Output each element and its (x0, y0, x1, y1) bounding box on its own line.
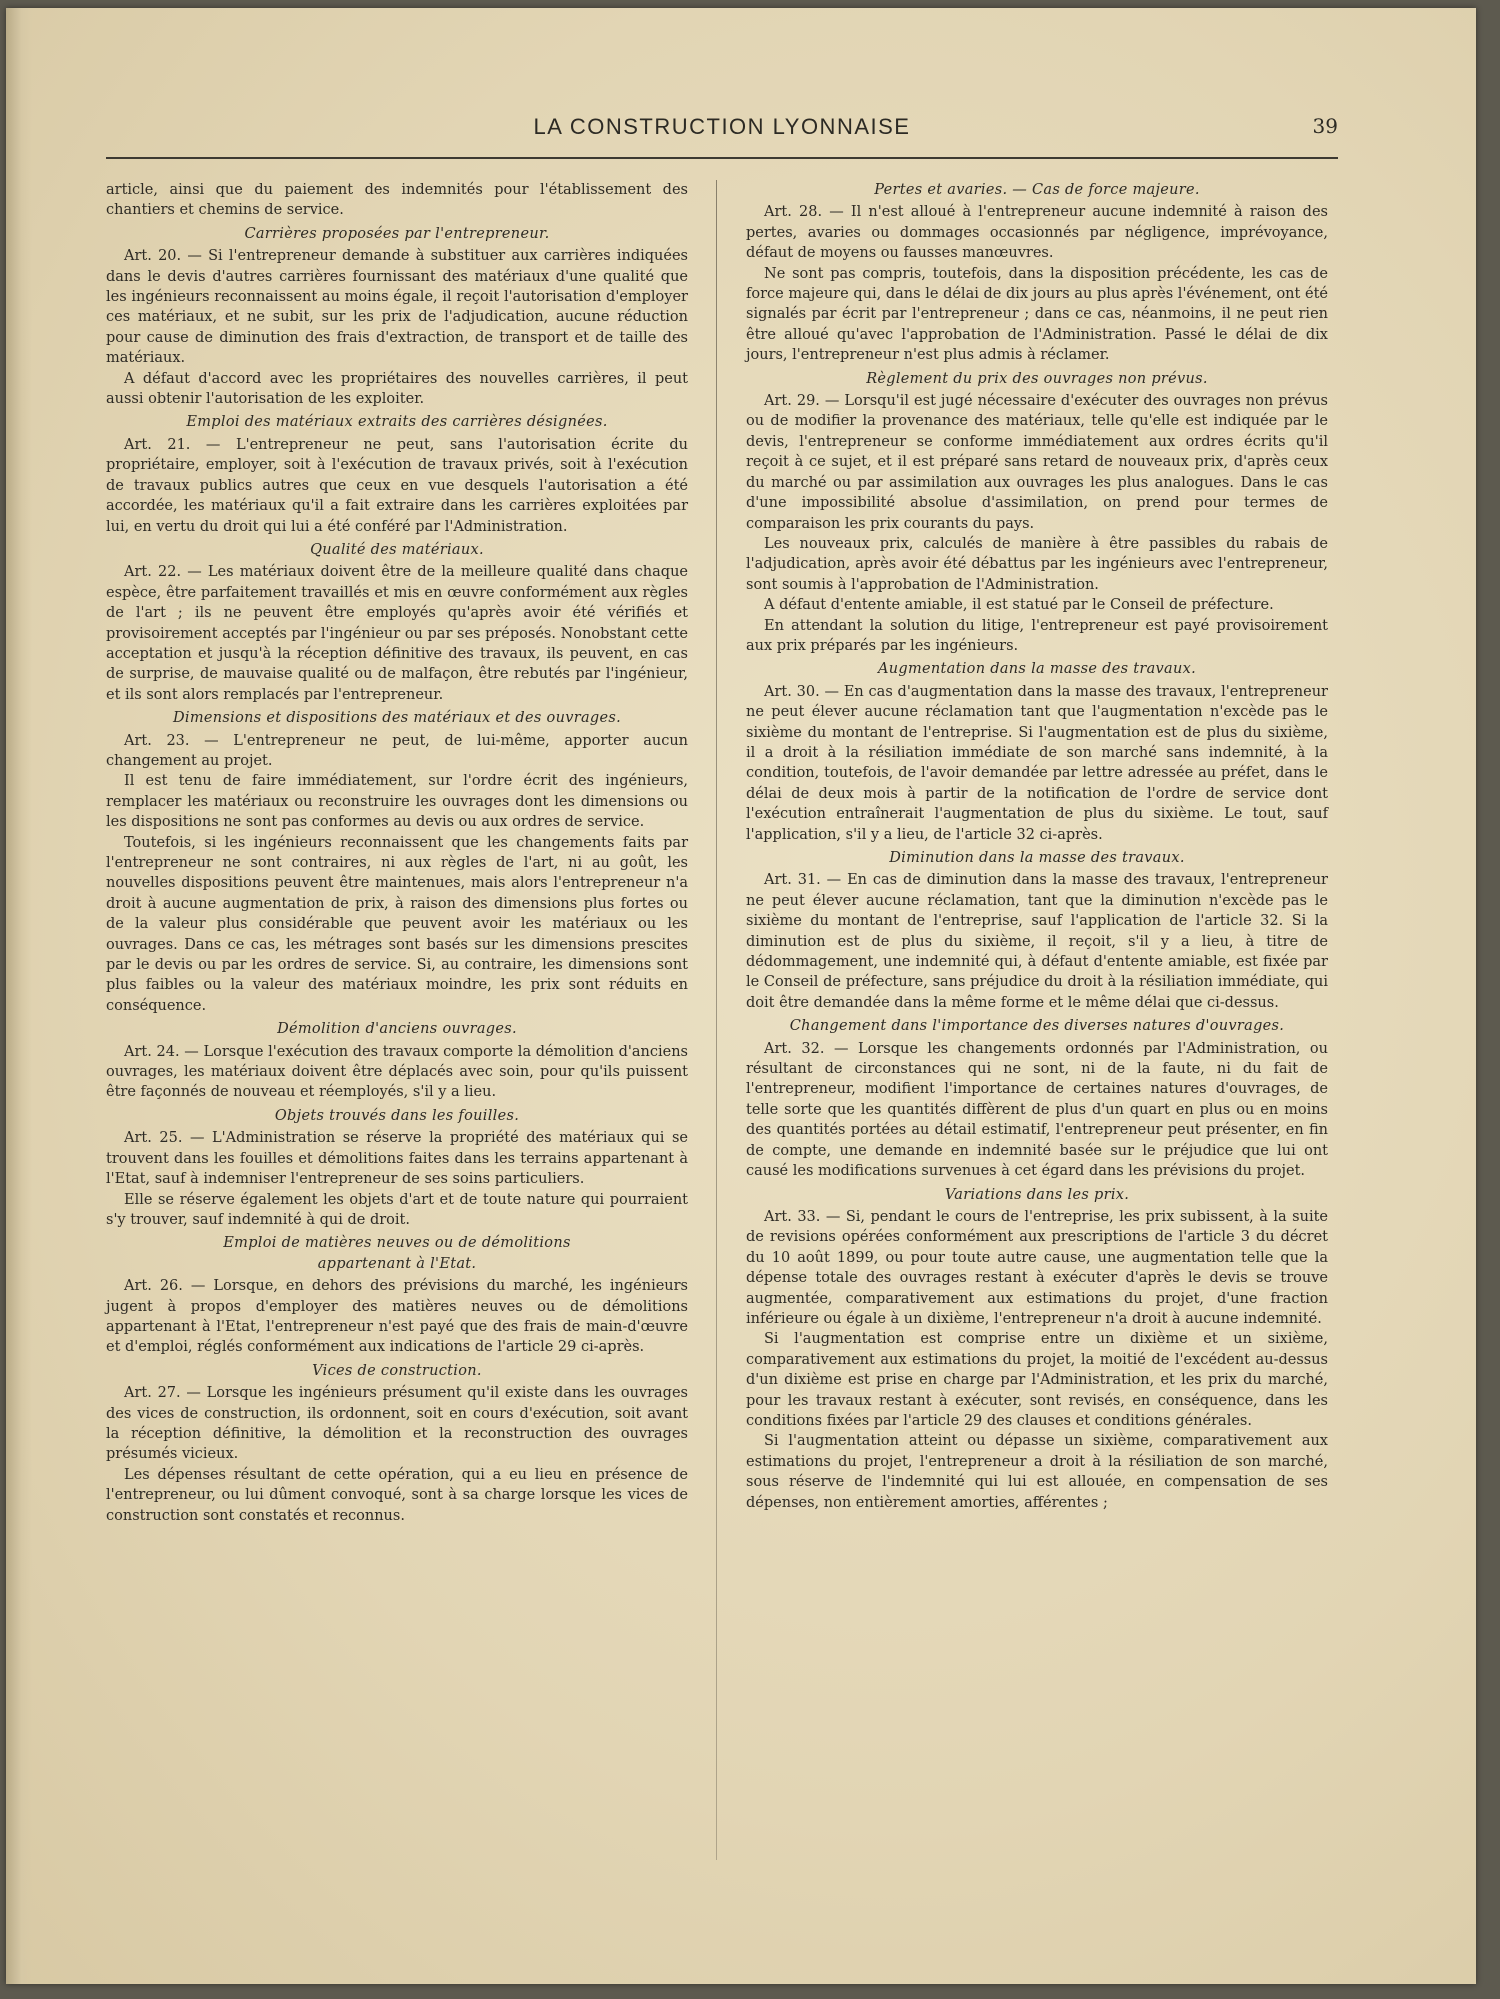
paragraph: Art. 23. — L'entrepreneur ne peut, de lui-même, apporter aucun changement au projet. (106, 732, 688, 769)
header-rule (106, 157, 1338, 159)
section-heading: Règlement du prix des ouvrages non prévus. (866, 370, 1208, 387)
section-heading: Carrières proposées par l'entrepreneur. (244, 225, 550, 242)
right-column (746, 180, 1328, 1513)
section-heading: Variations dans les prix. (944, 1186, 1130, 1203)
paragraph: Les dépenses résultant de cette opération, qui a eu lieu en présence de l'entrepreneur, ou lui dûment convoqué, sont à sa charge lorsque les vices de construction sont constatés et reconnus. (106, 1466, 688, 1524)
paragraph: En attendant la solution du litige, l'entrepreneur est payé provisoirement aux prix préparés par les ingénieurs. (746, 617, 1328, 654)
section-heading: Pertes et avaries. — Cas de force majeure. (874, 182, 1200, 198)
section-heading: Emploi de matières neuves ou de démolitions (223, 1235, 571, 1252)
section-heading: Emploi des matériaux extraits des carrières désignées. (186, 414, 608, 431)
section-heading: Dimensions et dispositions des matériaux et des ouvrages. (172, 710, 621, 727)
running-title: LA CONSTRUCTION LYONNAISE (533, 114, 911, 139)
page-binding-shadow (6, 8, 32, 1984)
paragraph: Art. 31. — En cas de diminution dans la masse des travaux, l'entrepreneur ne peut élever aucune réclamation, tant que la diminution n'excède pas le sixième du montant de l'entreprise, sauf l'application de l'article 32. Si la diminution est de plus du sixième, il reçoit, s'il y a lieu, à titre de dédommagement, une indemnité qui, à défaut d'entente amiable, est fixée par le Conseil de préfecture, sans préjudice du droit à la résiliation immédiate, qui doit être demandée dans la même forme et le même délai que ci-dessus. (746, 872, 1328, 1011)
page-number: 39 (1312, 114, 1338, 138)
column-divider (716, 180, 717, 1860)
paragraph: Il est tenu de faire immédiatement, sur l'ordre écrit des ingénieurs, remplacer les matériaux ou reconstruire les ouvrages dont les dimensions ou les dispositions ne sont pas conformes au devis ou aux ordres de service. (106, 773, 688, 831)
section-heading: Objets trouvés dans les fouilles. (274, 1107, 520, 1124)
paragraph: Si l'augmentation atteint ou dépasse un sixième, comparativement aux estimations du projet, l'entrepreneur a droit à la résiliation de son marché, sous réserve de l'indemnité qui lui est allouée, en compensation de ses dépenses, non entièrement amorties, afférentes ; (746, 1433, 1328, 1511)
paragraph: Elle se réserve également les objets d'art et de toute nature qui pourraient s'y trouver, sauf indemnité à qui de droit. (106, 1191, 688, 1228)
paragraph: A défaut d'entente amiable, il est statué par le Conseil de préfecture. (764, 597, 1274, 614)
page-header (106, 108, 1338, 148)
left-column (106, 180, 688, 1526)
section-heading: Changement dans l'importance des diverses natures d'ouvrages. (789, 1018, 1285, 1035)
section-heading: Vices de construction. (312, 1362, 482, 1379)
paragraph: Art. 20. — Si l'entrepreneur demande à substituer aux carrières indiquées dans le devis d'autres carrières fournissant des matériaux d'une qualité que les ingénieurs reconnaissent au moins égale, il reçoit l'autorisation d'employer ces matériaux, et ne subit, sur les prix de l'adjudication, aucune réduction pour cause de diminution des frais d'extraction, de transport et de taille des matériaux. (106, 248, 688, 367)
paragraph: Art. 24. — Lorsque l'exécution des travaux comporte la démolition d'anciens ouvrages, les matériaux doivent être déplacés avec soin, pour qu'ils puissent être façonnés de nouveau et réemployés, s'il y a lieu. (106, 1043, 688, 1101)
section-heading-continued: appartenant à l'Etat. (317, 1255, 477, 1272)
paragraph: article, ainsi que du paiement des indemnités pour l'établissement des chantiers et chemins de service. (106, 182, 688, 219)
section-heading: Qualité des matériaux. (310, 541, 484, 558)
paragraph: Art. 32. — Lorsque les changements ordonnés par l'Administration, ou résultant de circonstances qui ne sont, ni de la faute, ni du fait de l'entrepreneur, modifient l'importance de certaines natures d'ouvrages, de telle sorte que les quantités diffèrent de plus d'un quart en plus ou en moins des quantités portées au détail estimatif, l'entrepreneur peut présenter, en fin de compte, une demande en indemnité basée sur le préjudice que lui ont causé les modifications survenues à cet égard dans les prévisions du projet. (746, 1040, 1328, 1180)
paragraph: Art. 26. — Lorsque, en dehors des prévisions du marché, les ingénieurs jugent à propos d'employer des matières neuves ou de démolitions appartenant à l'Etat, l'entrepreneur n'est payé que des frais de main-d'œuvre et d'emploi, réglés conformément aux indications de l'article 29 ci-après. (106, 1278, 688, 1356)
paragraph: Art. 21. — L'entrepreneur ne peut, sans l'autorisation écrite du propriétaire, employer, soit à l'exécution de travaux privés, soit à l'exécution de travaux publics autres que ceux en vue desquels l'autorisation a été accordée, les matériaux qu'il a fait extraire dans les carrières exploitées par lui, en vertu du droit qui lui a été conféré par l'Administration. (106, 436, 688, 535)
paragraph: Art. 22. — Les matériaux doivent être de la meilleure qualité dans chaque espèce, être parfaitement travaillés et mis en œuvre conformément aux règles de l'art ; ils ne peuvent être employés qu'après avoir été vérifiés et provisoirement acceptés par l'ingénieur ou par ses préposés. Nonobstant cette acceptation et jusqu'à la réception définitive des travaux, ils peuvent, en cas de surprise, de mauvaise qualité ou de malfaçon, être rebutés par l'ingénieur, et ils sont alors remplacés par l'entrepreneur. (106, 564, 688, 703)
section-heading: Augmentation dans la masse des travaux. (877, 661, 1197, 678)
paragraph: Ne sont pas compris, toutefois, dans la disposition précédente, les cas de force majeure qui, dans le délai de dix jours au plus après l'événement, ont été signalés par écrit par l'entrepreneur ; dans ce cas, néanmoins, il ne peut rien être alloué qu'avec l'approbation de l'Administration. Passé le délai de dix jours, l'entrepreneur n'est plus admis à réclamer. (746, 265, 1328, 364)
paragraph: Art. 27. — Lorsque les ingénieurs présument qu'il existe dans les ouvrages des vices de construction, ils ordonnent, soit en cours d'exécution, soit avant la réception définitive, la démolition et la reconstruction des ouvrages présumés vicieux. (106, 1385, 688, 1463)
paragraph: Art. 29. — Lorsqu'il est jugé nécessaire d'exécuter des ouvrages non prévus ou de modifier la provenance des matériaux, telle qu'elle est indiquée par le devis, l'entrepreneur se conforme immédiatement aux ordres écrits qu'il reçoit à ce sujet, et il est préparé sans retard de nouveaux prix, d'après ceux du marché ou par assimilation aux ouvrages les plus analogues. Dans le cas d'une impossibilité absolue d'assimilation, on prend pour termes de comparaison les prix courants du pays. (746, 393, 1328, 532)
paragraph: Si l'augmentation est comprise entre un dixième et un sixième, comparativement aux estimations du projet, la moitié de l'excédent au-dessus d'un dixième est prise en charge par l'Administration, et les prix du marché, pour les travaux restant à exécuter, sont revisés, en conséquence, dans les conditions fixées par l'article 29 des clauses et conditions générales. (746, 1331, 1328, 1429)
section-heading: Diminution dans la masse des travaux. (889, 850, 1185, 866)
paragraph: A défaut d'accord avec les propriétaires des nouvelles carrières, il peut aussi obtenir l'autorisation de les exploiter. (106, 370, 688, 408)
document-page (6, 8, 1476, 1984)
paragraph: Les nouveaux prix, calculés de manière à être passibles du rabais de l'adjudication, après avoir été débattus par les ingénieurs avec l'entrepreneur, sont soumis à l'approbation de l'Administration. (746, 535, 1328, 593)
paragraph: Art. 30. — En cas d'augmentation dans la masse des travaux, l'entrepreneur ne peut élever aucune réclamation tant que l'augmentation n'excède pas le sixième du montant de l'entreprise. Si l'augmentation est de plus du sixième, il a droit à la résiliation immédiate de son marché sans indemnité, à la condition, toutefois, de l'avoir demandée par lettre adressée au préfet, dans le délai de deux mois à partir de la notification de l'ordre de service dont l'exécution entraînerait l'augmentation de plus du sixième. Le tout, sauf l'application, s'il y a lieu, de l'article 32 ci-après. (746, 683, 1328, 843)
paragraph: Art. 28. — Il n'est alloué à l'entrepreneur aucune indemnité à raison des pertes, avaries ou dommages occasionnés par négligence, imprévoyance, défaut de moyens ou fausses manœuvres. (746, 204, 1328, 262)
section-heading: Démolition d'anciens ouvrages. (277, 1021, 517, 1038)
paragraph: Toutefois, si les ingénieurs reconnaissent que les changements faits par l'entrepreneur ne sont contraires, ni aux règles de l'art, ni au goût, les nouvelles dispositions peuvent être maintenues, mais alors l'entrepreneur n'a droit à aucune augmentation de prix, à raison des dimensions plus fortes ou de la valeur plus considérable que peuvent avoir les matériaux ou les ouvrages. Dans ce cas, les métrages sont basés sur les dimensions prescites par le devis ou par les ordres de service. Si, au contraire, les dimensions sont plus faibles ou la valeur des matériaux moindre, les prix sont réduits en conséquence. (106, 834, 688, 1014)
paragraph: Art. 33. — Si, pendant le cours de l'entreprise, les prix subissent, à la suite de revisions opérées conformément aux prescriptions de l'article 3 du décret du 10 août 1899, ou pour toute autre cause, une augmentation telle que la dépense totale des ouvrages restant à exécuter d'après le devis se trouve augmentée, comparativement aux estimations du projet, d'une fraction inférieure ou égale à un dixième, l'entrepreneur n'a droit à aucune indemnité. (746, 1208, 1328, 1327)
paragraph: Art. 25. — L'Administration se réserve la propriété des matériaux qui se trouvent dans les fouilles et démolitions faites dans les terrains appartenant à l'Etat, sauf à indemniser l'entrepreneur de ses soins particuliers. (106, 1130, 688, 1188)
